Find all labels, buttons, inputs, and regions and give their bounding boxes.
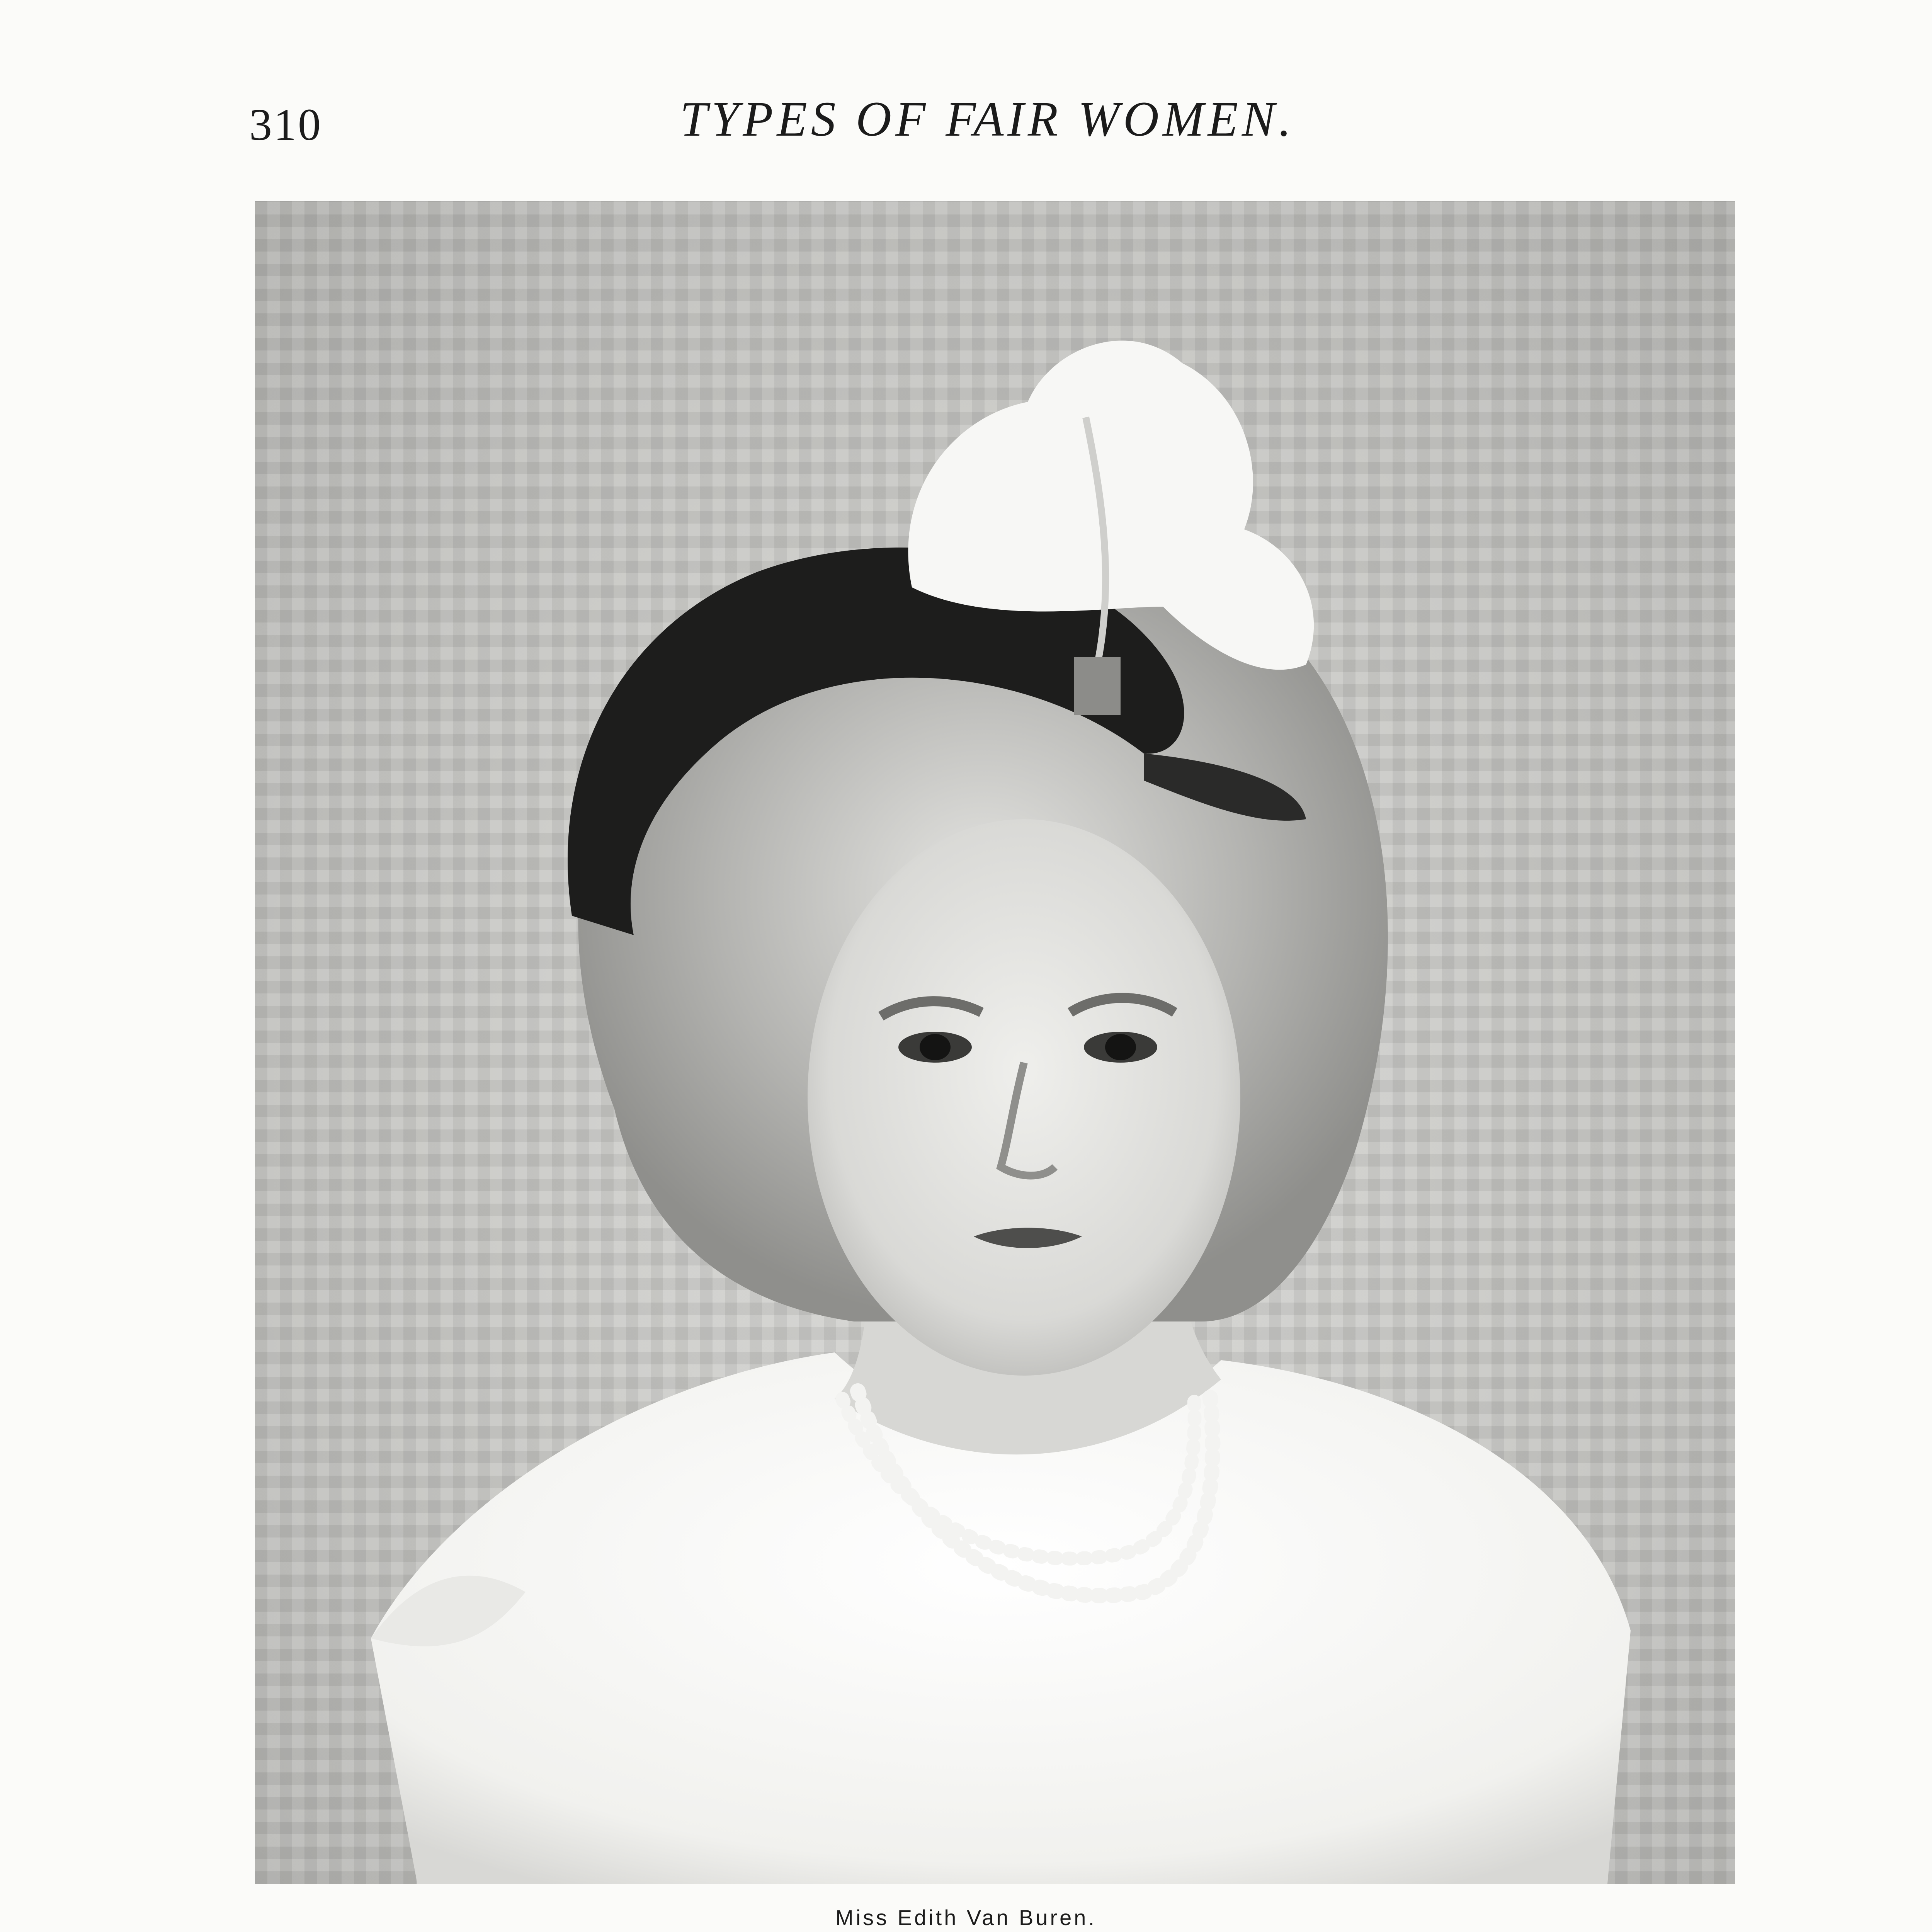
- portrait-illustration: [255, 201, 1735, 1884]
- running-head: TYPES OF FAIR WOMEN.: [680, 92, 1295, 146]
- caption-name: Miss Edith Van Buren.: [835, 1905, 1097, 1930]
- portrait-photograph: [255, 201, 1735, 1884]
- page-number: 310: [249, 99, 322, 150]
